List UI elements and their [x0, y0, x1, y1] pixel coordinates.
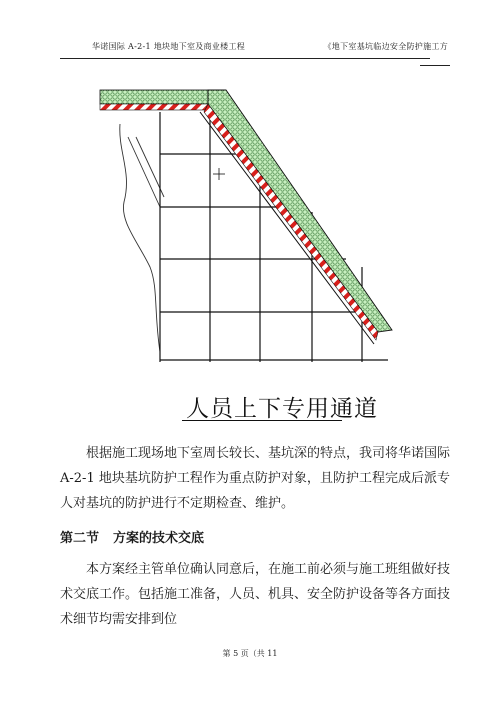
header-rule — [60, 58, 430, 59]
stair-rail — [204, 104, 378, 340]
stair-mesh — [208, 90, 392, 332]
platform-mesh — [100, 90, 208, 104]
diagonal-brace — [128, 137, 160, 207]
page-footer: 第 5 页（共 11 — [222, 649, 278, 658]
body-paragraph-2: 本方案经主管单位确认同意后，在施工前必须与施工班组做好技术交底工作。包括施工准备，人员、机具、安全防护设备等各方面技术细节均需安排到位 — [60, 562, 451, 627]
scaffold-figure — [80, 62, 400, 382]
platform-rail — [100, 104, 208, 110]
crosshair-marker — [213, 168, 225, 180]
soil-outline — [120, 124, 160, 352]
body-paragraph-1: 根据施工现场地下室周长较长、基坑深的特点，我司将华诺国际 A-2-1 地块基坑防护工程作为重点防护对象，且防护工程完成后派专人对基坑的防护进行不定期检查、维护。 — [60, 446, 451, 511]
header-rule-short — [420, 65, 450, 66]
header-left-text: 华诺国际 A-2-1 地块地下室及商业楼工程 — [92, 42, 246, 51]
figure-caption: 人员上下专用通道 — [186, 396, 378, 422]
section-number: 第二节 — [60, 531, 100, 546]
section-heading — [60, 527, 204, 546]
section-title: 方案的技术交底 — [113, 531, 205, 546]
caption-underline — [182, 420, 342, 421]
header-right-text: 《地下室基坑临边安全防护施工方 — [323, 42, 448, 51]
